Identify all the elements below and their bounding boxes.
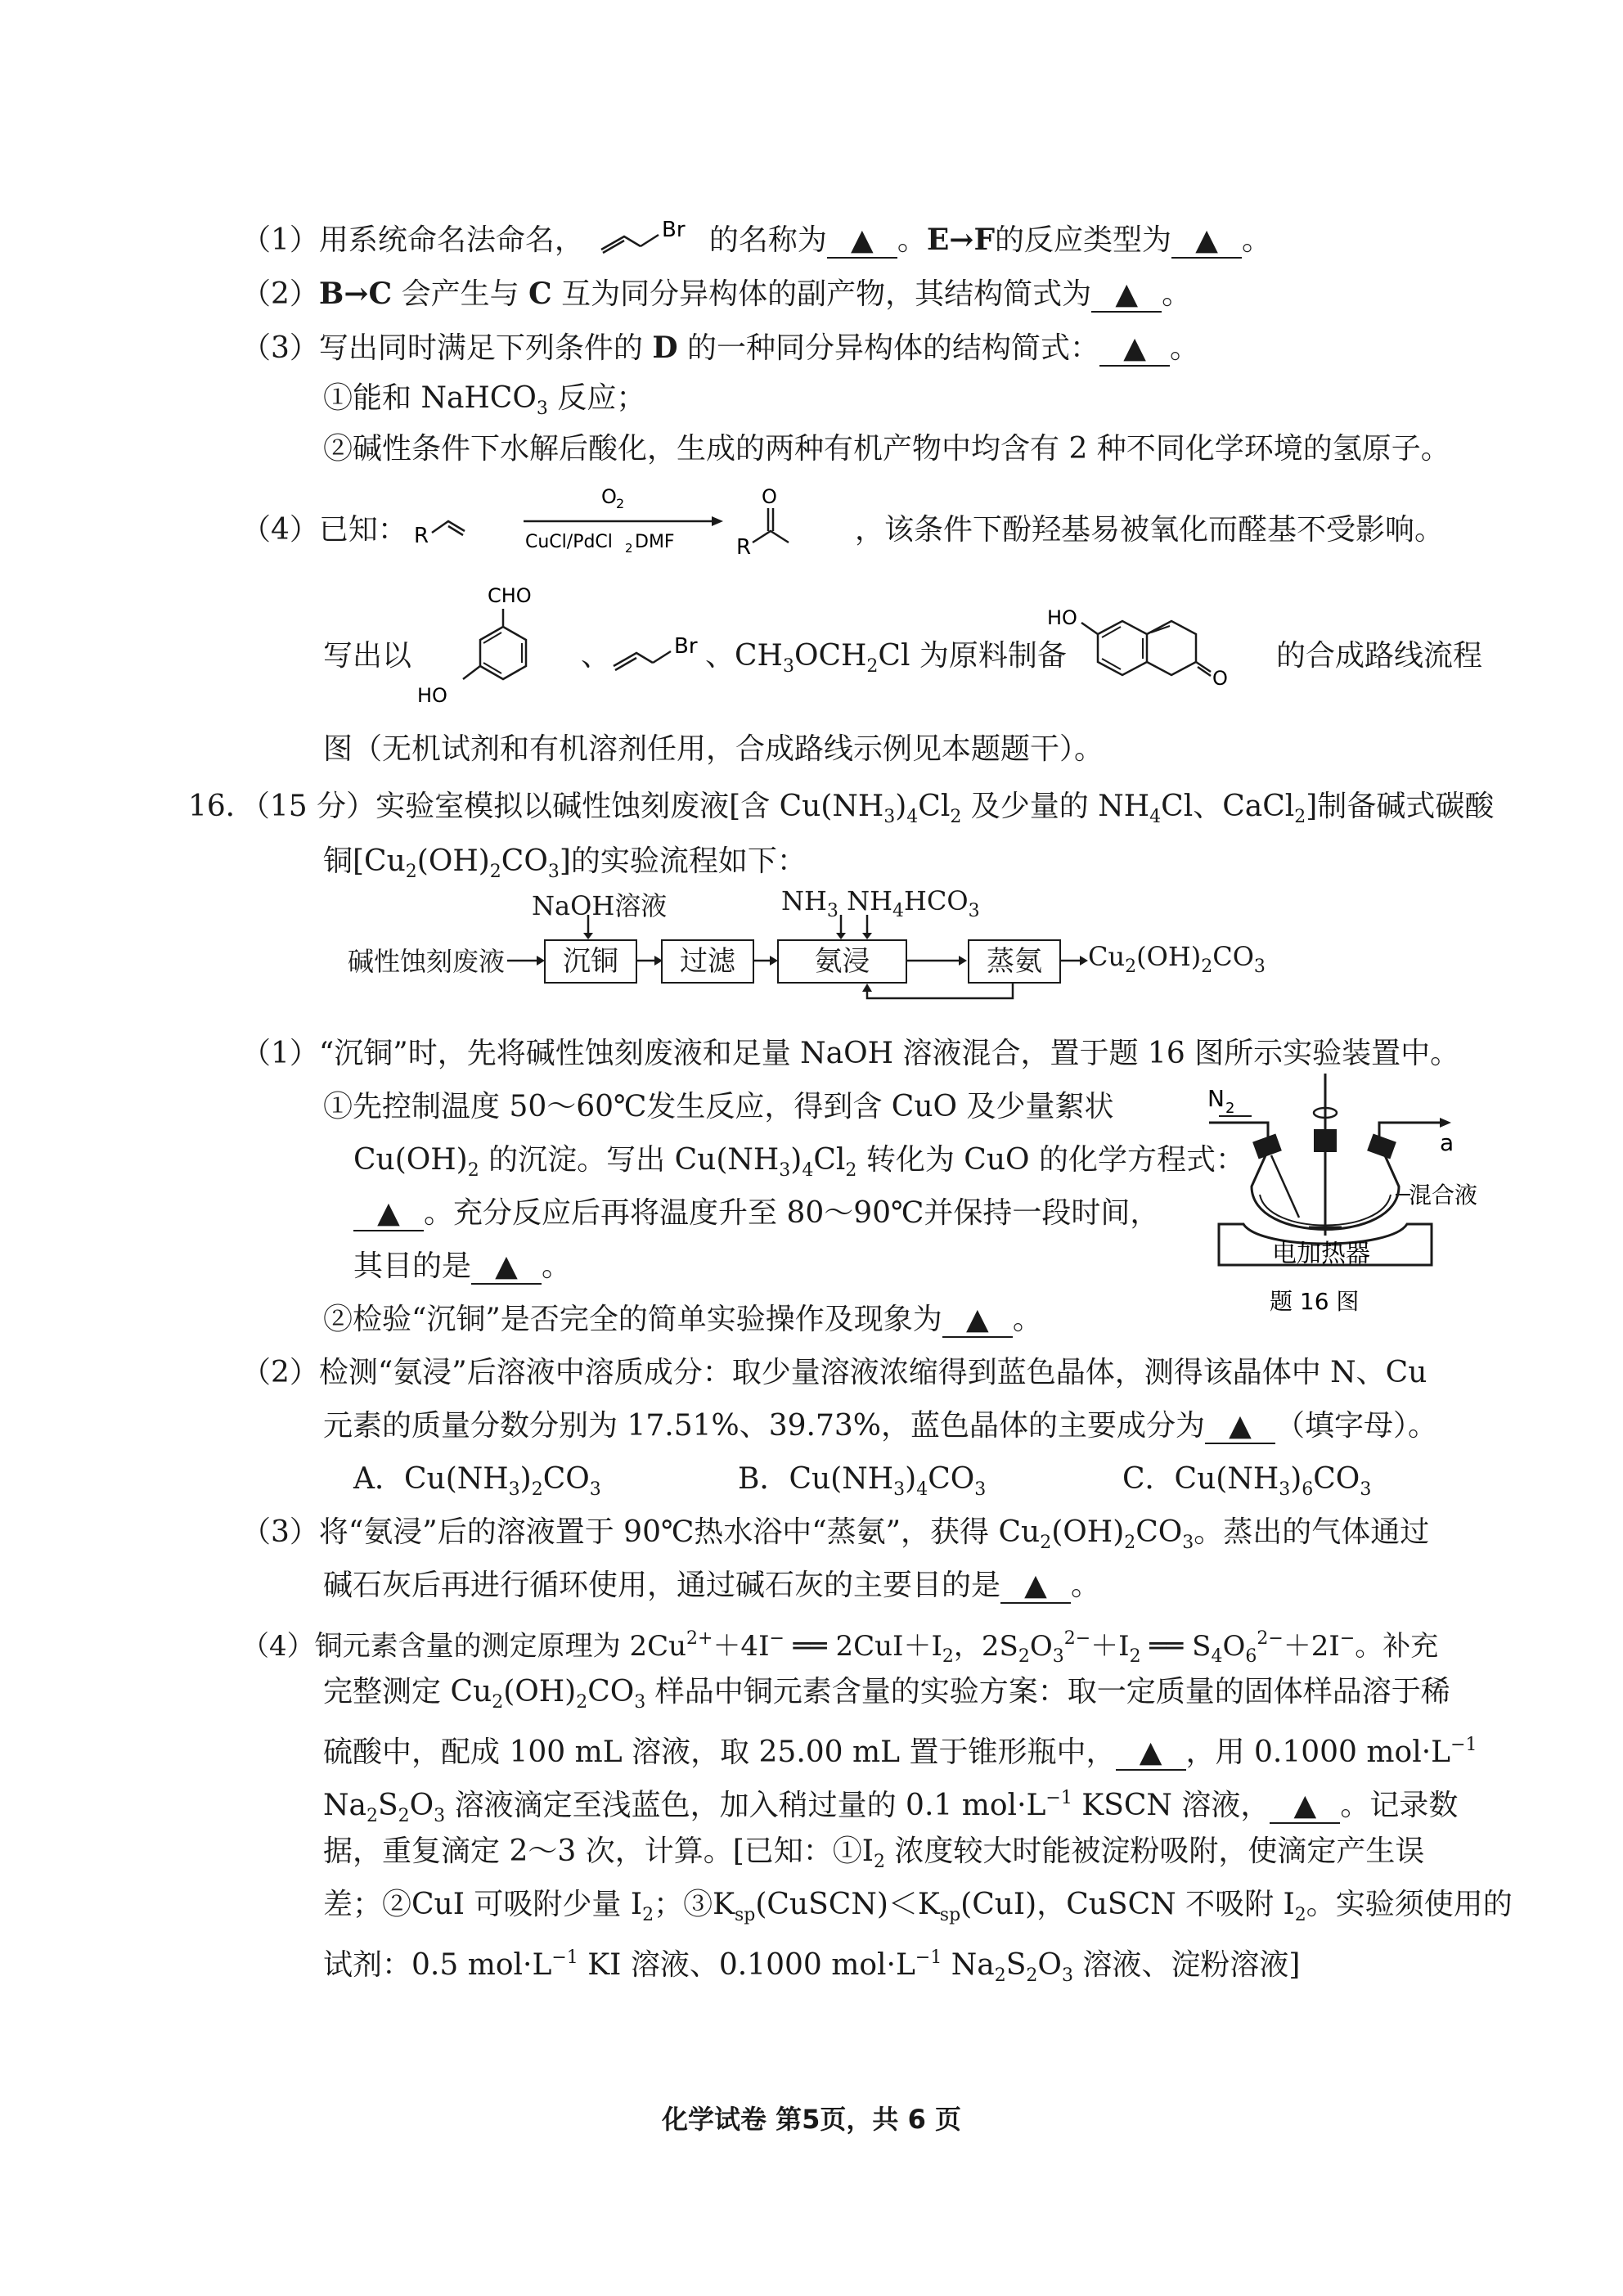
subscript: 2 xyxy=(866,656,879,677)
subscript: 3 xyxy=(782,656,794,677)
text: 。 xyxy=(1012,1303,1042,1336)
text: CO xyxy=(542,1462,590,1496)
br-label: Br xyxy=(674,634,698,659)
text: 碱石灰后再进行循环使用，通过碱石灰的主要目的是 xyxy=(323,1569,1001,1602)
option-a[interactable] xyxy=(353,1456,738,1513)
text: 图（无机试剂和有机溶剂任用，合成路线示例见本题题干）。 xyxy=(323,732,1104,766)
text: 。 xyxy=(1242,223,1272,257)
text: ══ S xyxy=(1140,1630,1212,1663)
solvent-label: DMF xyxy=(635,532,675,552)
subscript: 2 xyxy=(492,1692,504,1713)
ho-label: HO xyxy=(1047,606,1077,629)
subscript: 3 xyxy=(779,1160,791,1181)
mixture-label: 混合液 xyxy=(1409,1182,1478,1209)
superscript: −1 xyxy=(1450,1735,1477,1755)
q16-part1a-line1 xyxy=(323,1084,1113,1130)
q15-condition1 xyxy=(323,376,645,421)
part-number: （4） xyxy=(241,513,319,547)
q16-part1a-line2 xyxy=(353,1137,1245,1183)
text: C．Cu(NH xyxy=(1122,1462,1279,1496)
part-number: （2） xyxy=(241,1356,319,1389)
subscript: 2 xyxy=(942,1646,954,1667)
subscript: 3 xyxy=(1052,1646,1064,1667)
text: （填字母）。 xyxy=(1275,1409,1437,1443)
reagent-o2: O xyxy=(601,485,617,508)
text: 。记录数 xyxy=(1340,1789,1459,1822)
subscript: 2 xyxy=(576,1692,588,1713)
q16-part2-options xyxy=(353,1456,1371,1502)
text: 完整测定 Cu xyxy=(323,1675,492,1708)
text: ]制备碱式碳酸 xyxy=(1306,790,1495,823)
text: ) xyxy=(1290,1462,1302,1496)
q15-part4-num xyxy=(241,507,407,553)
text: 据，重复滴定 2～3 次，计算。[已知：①I xyxy=(323,1835,874,1868)
part-number: （1） xyxy=(241,223,319,257)
flow-box-precipitate: 沉铜 xyxy=(544,939,637,984)
text: O xyxy=(1037,1948,1062,1982)
apparatus-figure xyxy=(1203,1072,1497,1334)
text: ══ 2CuI＋I xyxy=(784,1630,942,1663)
text: Cl xyxy=(813,1143,846,1177)
text: O xyxy=(1222,1630,1246,1663)
part-number: （3） xyxy=(241,331,319,365)
text: ①先控制温度 50～60℃发生反应，得到含 CuO 及少量絮状 xyxy=(323,1090,1114,1123)
text: NH xyxy=(838,885,892,916)
text: 检测“氨浸”后溶液中溶质成分：取少量溶液浓缩得到蓝色晶体，测得该晶体中 N、Cu xyxy=(318,1356,1427,1389)
text: O xyxy=(1029,1630,1053,1663)
text: 。 xyxy=(1170,331,1200,365)
q16-part3-line2 xyxy=(323,1563,1100,1609)
q16-part1b-line xyxy=(323,1297,1042,1343)
subscript: 3 xyxy=(1061,1965,1073,1986)
part-number: （1） xyxy=(241,1037,319,1070)
text: 样品中铜元素含量的实验方案：取一定质量的固体样品溶于稀 xyxy=(645,1675,1450,1708)
text: ＋I xyxy=(1090,1630,1130,1663)
text: ＋2I xyxy=(1283,1630,1340,1663)
catalyst-label: CuCl/PdCl xyxy=(525,532,613,552)
answer-blank[interactable]: ▲ xyxy=(353,1197,424,1231)
subscript: sp xyxy=(734,1905,756,1925)
text: 、 xyxy=(581,639,611,673)
text: “沉铜”时，先将碱性蚀刻废液和足量 NaOH 溶液混合，置于题 16 图所示实验装置中。 xyxy=(318,1037,1460,1070)
text: (CuSCN)＜K xyxy=(755,1888,940,1921)
subscript: 3 xyxy=(1182,1533,1194,1553)
q16-part4-line7 xyxy=(323,1935,1301,1986)
text: D xyxy=(652,331,678,365)
text: 溶液、淀粉溶液] xyxy=(1072,1948,1301,1982)
subscript: 2 xyxy=(994,1965,1006,1986)
text: ；③K xyxy=(654,1888,735,1921)
q16-part1-line xyxy=(241,1031,1459,1077)
br-label: Br xyxy=(662,218,686,242)
q16-part4-line2 xyxy=(323,1669,1450,1715)
text: ＋4I xyxy=(713,1630,770,1663)
text: ②碱性条件下水解后酸化，生成的两种有机产物中均含有 2 种不同化学环境的氢原子。 xyxy=(323,432,1450,466)
option-c[interactable] xyxy=(1122,1456,1371,1513)
text: Cl、CaCl xyxy=(1161,790,1295,823)
target-naphthalenone-structure xyxy=(1047,593,1268,708)
q16-part2-line2 xyxy=(323,1403,1437,1449)
text: 。 xyxy=(542,1249,572,1283)
subscript: 3 xyxy=(826,901,838,921)
subscript: 3 xyxy=(893,1479,906,1500)
q16-part4-line3 xyxy=(323,1722,1477,1768)
subscript: 4 xyxy=(802,1160,814,1181)
answer-blank[interactable]: ▲ xyxy=(942,1303,1013,1338)
flow-product xyxy=(1088,941,1266,977)
text: ，2S xyxy=(953,1630,1018,1663)
text: 其目的是 xyxy=(353,1249,472,1283)
q15-part4-materials-b xyxy=(705,633,1067,679)
subscript: 2 xyxy=(845,1160,857,1181)
text: ①能和 NaHCO xyxy=(323,381,537,415)
q16-part4-line5 xyxy=(323,1829,1424,1875)
subscript: 3 xyxy=(1279,1479,1291,1500)
page-footer: 化学试卷 第5页，共 6 页 xyxy=(662,2104,961,2135)
text: KI 溶液、0.1000 mol·L xyxy=(578,1948,915,1982)
q15-part3-line xyxy=(241,325,1199,371)
subscript: 3 xyxy=(536,398,548,419)
oxygen-label: O xyxy=(762,485,777,508)
text: ) xyxy=(790,1143,803,1177)
q16-part4-line6 xyxy=(323,1882,1513,1928)
superscript: 2− xyxy=(1257,1628,1284,1649)
flow-box-ammonia-leach: 氨浸 xyxy=(777,939,907,984)
subscript: 2 xyxy=(1294,1905,1306,1925)
text: 的名称为 xyxy=(708,223,827,257)
n2-label: N xyxy=(1207,1085,1225,1112)
part-number: （2） xyxy=(241,277,319,311)
allyl-bromide-structure-2 xyxy=(589,630,704,679)
answer-blank[interactable]: ▲ xyxy=(1000,1569,1071,1604)
text: 。 xyxy=(1162,277,1192,311)
figure-caption: 题 16 图 xyxy=(1270,1288,1360,1315)
text: Na xyxy=(323,1789,366,1822)
subscript: 3 xyxy=(968,901,980,921)
subscript: 3 xyxy=(634,1692,646,1713)
wacker-oxidation-scheme xyxy=(409,479,843,569)
oxygen-label: O xyxy=(1212,667,1228,690)
text: 硫酸中，配成 100 mL 溶液，取 25.00 mL 置于锥形瓶中， xyxy=(323,1736,1116,1769)
text: ) xyxy=(895,790,907,823)
q16-part4-line1 xyxy=(241,1616,1439,1667)
text: Cu(OH) xyxy=(353,1143,468,1177)
subscript: 3 xyxy=(1253,957,1266,977)
subscript: 2 xyxy=(1129,1646,1141,1667)
answer-blank[interactable]: ▲ xyxy=(827,224,897,259)
text: 元素的质量分数分别为 17.51%、39.73%，蓝色晶体的主要成分为 xyxy=(323,1409,1205,1443)
superscript: − xyxy=(769,1628,785,1649)
superscript: 2− xyxy=(1063,1628,1091,1649)
score: （15 分） xyxy=(254,790,376,823)
text: CO xyxy=(928,1462,975,1496)
subscript: 3 xyxy=(883,807,896,827)
text: 转化为 CuO 的化学方程式： xyxy=(856,1143,1245,1177)
subscript: 2 xyxy=(1018,1646,1030,1667)
subscript: 2 xyxy=(467,1160,479,1181)
subscript: 3 xyxy=(1360,1479,1372,1500)
subscript: 2 xyxy=(405,862,417,882)
text: 、CH xyxy=(705,639,783,673)
text: S xyxy=(1005,1948,1027,1982)
r-group-label: R xyxy=(736,535,752,560)
subscript: 2 xyxy=(489,862,501,882)
subscript: 2 xyxy=(1294,807,1306,827)
subscript: 2 xyxy=(1124,1533,1136,1553)
flow-start-label: 碱性蚀刻废液 xyxy=(348,946,506,977)
text: ) xyxy=(519,1462,532,1496)
subscript: 2 xyxy=(1201,957,1213,977)
subscript: 4 xyxy=(906,807,919,827)
text: 。 xyxy=(897,223,927,257)
subscript: 2 xyxy=(873,1852,885,1872)
text: (OH) xyxy=(1136,941,1202,972)
text: CO xyxy=(1313,1462,1360,1496)
answer-blank[interactable]: ▲ xyxy=(1171,224,1242,259)
text: ，用 0.1000 mol·L xyxy=(1185,1736,1451,1769)
text: 及少量的 NH xyxy=(961,790,1150,823)
3-hydroxybenzaldehyde-structure xyxy=(409,581,573,728)
text: OCH xyxy=(794,639,867,673)
subscript: 4 xyxy=(1149,807,1162,827)
heater-label: 电加热器 xyxy=(1272,1240,1370,1268)
text: 写出同时满足下列条件的 xyxy=(318,331,653,365)
subscript: 2 xyxy=(1125,957,1137,977)
text: Cl xyxy=(918,790,951,823)
answer-blank[interactable]: ▲ xyxy=(1205,1410,1275,1444)
subscript: sp xyxy=(939,1905,961,1925)
superscript: −1 xyxy=(551,1947,578,1968)
answer-blank[interactable]: ▲ xyxy=(471,1250,542,1285)
text: 。充分反应后再将温度升至 80～90℃并保持一段时间， xyxy=(424,1196,1160,1230)
text: 会产生与 xyxy=(392,277,529,311)
subscript: 2 xyxy=(1040,1533,1052,1553)
text: 铜元素含量的测定原理为 2Cu xyxy=(314,1630,686,1663)
text: B→C xyxy=(318,277,393,311)
q15-part4-note xyxy=(855,507,1444,553)
subscript: 4 xyxy=(1211,1646,1223,1667)
q15-part4-materials-c xyxy=(1276,633,1482,679)
subscript: 3 xyxy=(589,1479,601,1500)
text: 反应； xyxy=(547,381,646,415)
text: 铜[Cu xyxy=(323,844,406,878)
text: 溶液滴定至浅蓝色，加入稍过量的 0.1 mol·L xyxy=(445,1789,1046,1822)
text: 试剂：0.5 mol·L xyxy=(323,1948,552,1982)
text: 已知： xyxy=(318,513,407,547)
option-b[interactable] xyxy=(738,1456,1122,1513)
text: Na xyxy=(942,1948,995,1982)
subscript: 2 xyxy=(616,496,625,511)
superscript: −1 xyxy=(915,1947,942,1968)
text: A．Cu(NH xyxy=(353,1462,509,1496)
answer-blank[interactable]: ▲ xyxy=(1116,1736,1186,1771)
text: 用系统命名法命名， xyxy=(318,223,584,257)
text: Cl 为原料制备 xyxy=(878,639,1067,673)
text: CO xyxy=(1135,1515,1183,1549)
text: 。蒸出的气体通过 xyxy=(1194,1515,1430,1549)
subscript: 2 xyxy=(950,807,962,827)
part-number: （4） xyxy=(241,1630,315,1663)
allyl-bromide-structure xyxy=(593,217,699,263)
q16-part1a-line3 xyxy=(353,1191,1159,1236)
text: 。实验须使用的 xyxy=(1306,1888,1513,1921)
subscript: 3 xyxy=(434,1806,446,1826)
text: B．Cu(NH xyxy=(738,1462,894,1496)
flow-arrows xyxy=(491,908,1096,1006)
r-group-label: R xyxy=(414,524,429,548)
flow-box-steam-ammonia: 蒸氨 xyxy=(968,939,1061,984)
subscript: 4 xyxy=(892,901,904,921)
subscript: 3 xyxy=(974,1479,987,1500)
subscript: 3 xyxy=(508,1479,520,1500)
q16-part1a-line4 xyxy=(353,1244,571,1290)
text: KSCN 溶液， xyxy=(1072,1789,1270,1822)
text: 的一种同分异构体的结构简式： xyxy=(677,331,1100,365)
subscript: 6 xyxy=(1302,1479,1314,1500)
outlet-a-label: a xyxy=(1440,1129,1454,1156)
answer-blank[interactable]: ▲ xyxy=(1099,332,1170,367)
text: 。补充 xyxy=(1355,1630,1439,1663)
subscript: 3 xyxy=(547,862,560,882)
subscript: 2 xyxy=(531,1479,543,1500)
subscript: 2 xyxy=(366,1806,378,1826)
text: 差；②CuI 可吸附少量 I xyxy=(323,1888,643,1921)
text: HCO xyxy=(903,885,969,916)
q16-part3-line1 xyxy=(241,1510,1429,1555)
text: 实验室模拟以碱性蚀刻废液[含 Cu(NH xyxy=(375,790,884,823)
q15-condition2 xyxy=(323,426,1450,472)
text: CO xyxy=(501,844,548,878)
subscript: 4 xyxy=(916,1479,928,1500)
text: ]的实验流程如下： xyxy=(559,844,807,878)
text: E→F xyxy=(926,223,996,257)
subscript: 2 xyxy=(1026,1965,1038,1986)
q15-part2-line xyxy=(241,271,1191,317)
text: ) xyxy=(905,1462,917,1496)
superscript: −1 xyxy=(1045,1788,1072,1808)
cho-label: CHO xyxy=(488,584,532,607)
q16-intro-line1 xyxy=(188,784,1494,830)
text: O xyxy=(409,1789,434,1822)
flow-box-filter: 过滤 xyxy=(661,939,754,984)
part-number: （3） xyxy=(241,1515,319,1549)
q16-part4-line4 xyxy=(323,1776,1459,1826)
subscript: 2 xyxy=(1225,1100,1235,1117)
text: 写出以 xyxy=(323,639,412,673)
text: 浓度较大时能被淀粉吸附，使滴定产生误 xyxy=(884,1835,1425,1868)
text: ，该条件下酚羟基易被氧化而醛基不受影响。 xyxy=(855,513,1445,547)
text: (CuI)，CuSCN 不吸附 I xyxy=(960,1888,1295,1921)
q16-part2-line1 xyxy=(241,1350,1427,1396)
subscript: 2 xyxy=(625,541,633,556)
text: CO xyxy=(1212,941,1254,972)
q15-part4-note-2 xyxy=(323,727,1104,772)
subscript: 2 xyxy=(398,1806,410,1826)
q16-intro-line2 xyxy=(323,839,807,885)
subscript: 2 xyxy=(642,1905,654,1925)
superscript: − xyxy=(1339,1628,1355,1649)
q15-part4-materials-a xyxy=(323,633,411,679)
text: 。 xyxy=(1071,1569,1101,1602)
answer-blank[interactable]: ▲ xyxy=(1270,1790,1340,1824)
text: 互为同分异构体的副产物，其结构简式为 xyxy=(551,277,1092,311)
text: 的合成路线流程 xyxy=(1276,639,1483,673)
text: (OH) xyxy=(1051,1515,1125,1549)
text: NH xyxy=(781,885,827,916)
text: 将“氨浸”后的溶液置于 90℃热水浴中“蒸氨”，获得 Cu xyxy=(318,1515,1041,1549)
text: (OH) xyxy=(503,1675,577,1708)
text: Cu xyxy=(1088,941,1126,972)
text: ②检验“沉铜”是否完全的简单实验操作及现象为 xyxy=(323,1303,942,1336)
text: C xyxy=(528,277,552,311)
superscript: 2+ xyxy=(686,1628,713,1649)
answer-blank[interactable]: ▲ xyxy=(1091,278,1162,313)
text: 的反应类型为 xyxy=(995,223,1172,257)
ho-label: HO xyxy=(417,684,447,707)
text: S xyxy=(377,1789,398,1822)
question-number: 16． xyxy=(188,790,255,823)
subscript: 6 xyxy=(1245,1646,1257,1667)
reagent-naoh: NaOH溶液 xyxy=(532,890,668,921)
text: (OH) xyxy=(416,844,490,878)
q15-part1-line xyxy=(241,217,1271,263)
text: CO xyxy=(587,1675,635,1708)
text: 的沉淀。写出 Cu(NH xyxy=(479,1143,780,1177)
